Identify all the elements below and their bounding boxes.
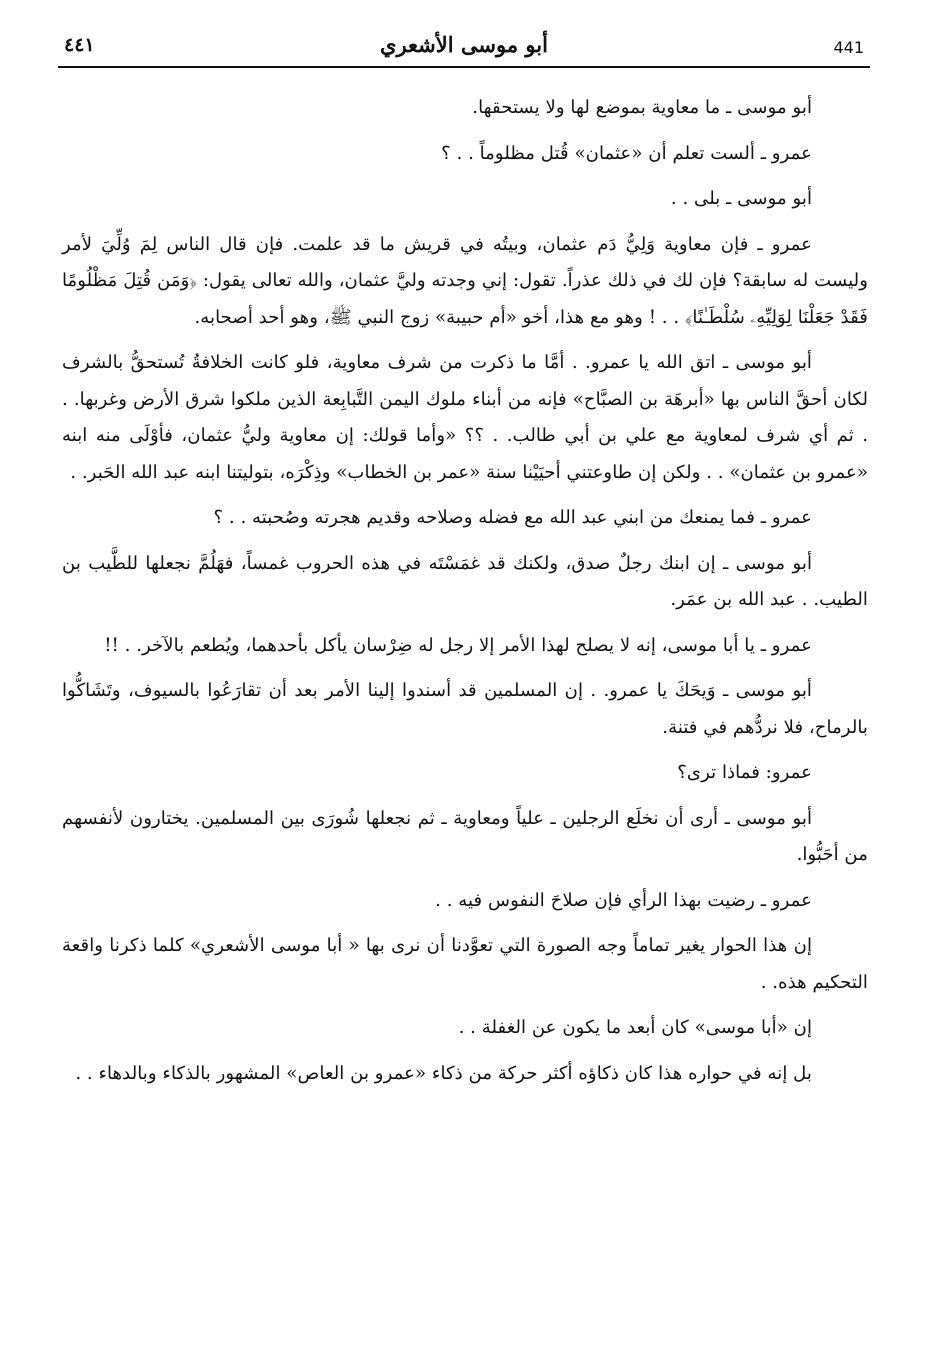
paragraph: أبو موسى ـ ما معاوية بموضع لها ولا يستحقها. — [472, 97, 812, 118]
running-title: أبو موسى الأشعري — [380, 32, 548, 57]
paragraph: إن هذا الحوار يغير تماماً وجه الصورة التي تعوَّدنا أن نرى بها « أبا موسى الأشعري» كلما ذكرنا واقعة التحكيم هذه. . — [62, 935, 868, 993]
paragraph: عمرو ـ فإن معاوية وَلِيُّ دَم عثمان، وبيتُه في قريش ما قد علمت. فإن قال الناس لِمَ وُلِّيَ لأمر وليست له سابقة؟ فإن لك في ذلك عذراً. تقول: إني وجدته وليَّ عثمان، والله تعالى يقول: ﴿وَمَن قُتِلَ مَظْلُومًا فَقَدْ جَعَلْنَا لِوَلِيِّهِۦ سُلْطَـٰنًا﴾ . . ! وهو مع هذا، أخو «أم حبيبة» زوج النبي ﷺ، وهو أحد أصحابه. — [62, 233, 868, 328]
page-number-arabic: ٤٤١ — [64, 34, 95, 56]
paragraph: إن «أبا موسى» كان أبعد ما يكون عن الغفلة . . — [458, 1017, 812, 1038]
paragraph: أبو موسى ـ وَيحَكَ يا عمرو. . إن المسلمين قد أسندوا إلينا الأمر بعد أن تقارَعُوا بالسيوف، وتَشَاكُّوا بالرماح، فلا نردُّهم في فتنة. — [62, 680, 868, 738]
paragraph: أبو موسى ـ إن ابنك رجلٌ صدق، ولكنك قد غمَسْتَه في هذه الحروب غمساً، فهَلُمَّ نجعلها للطَّيب بن الطيب. . عبد الله بن عمَر. — [62, 552, 868, 610]
paragraph: عمرو ـ فما يمنعك من ابني عبد الله مع فضله وصلاحه وقديم هجرته وصُحبته . . ؟ — [213, 507, 812, 528]
page-header — [58, 30, 870, 68]
paragraph: عمرو ـ ألست تعلم أن «عثمان» قُتل مظلوماً . . ؟ — [441, 142, 812, 164]
paragraph: أبو موسى ـ اتق الله يا عمرو. . أمَّا ما ذكرت من شرف معاوية، فلو كانت الخلافةُ تُستحقُّ بالشرف لكان أحقَّ الناس بها «أبرهَة بن الصبَّاح» فإنه من أبناء ملوك اليمن التَّبابِعة الذين ملكوا شرق الأرض وغربها. . . ثم أي شرف لمعاوية مع علي بن أبي طالب. . ؟؟ «وأما قولك: إن معاوية وليُّ عثمان، فأوْلَى منه ابنه «عمرو بن عثمان» . . ولكن إن طاوعتني أحيَيْنا سنة «عمر بن الخطاب» وذِكْرَه، بتوليتنا ابنه عبد الله الحَبر. . — [62, 352, 868, 483]
paragraph: عمرو: فماذا ترى؟ — [677, 762, 812, 783]
paragraph: أبو موسى ـ بلى . . — [670, 188, 812, 209]
page-number-latin: 441 — [833, 38, 864, 57]
paragraph: عمرو ـ يا أبا موسى، إنه لا يصلح لهذا الأمر إلا رجل له ضِرْسان يأكل بأحدهما، ويُطعم بالآخر. . !! — [104, 634, 812, 656]
page-body — [62, 90, 868, 1320]
paragraph: عمرو ـ رضيت بهذا الرأي فإن صلاحَ النفوس فيه . . — [435, 889, 812, 911]
paragraph: أبو موسى ـ أرى أن نخلَع الرجلين ـ علياً ومعاوية ـ ثم نجعلها شُورَى بين المسلمين. يختارون لأنفسهم من أحَبُّوا. — [62, 807, 868, 865]
paragraph: بل إنه في حواره هذا كان ذكاؤه أكثر حركة من ذكاء «عمرو بن العاص» المشهور بالذكاء وبالدهاء . . — [75, 1062, 812, 1084]
